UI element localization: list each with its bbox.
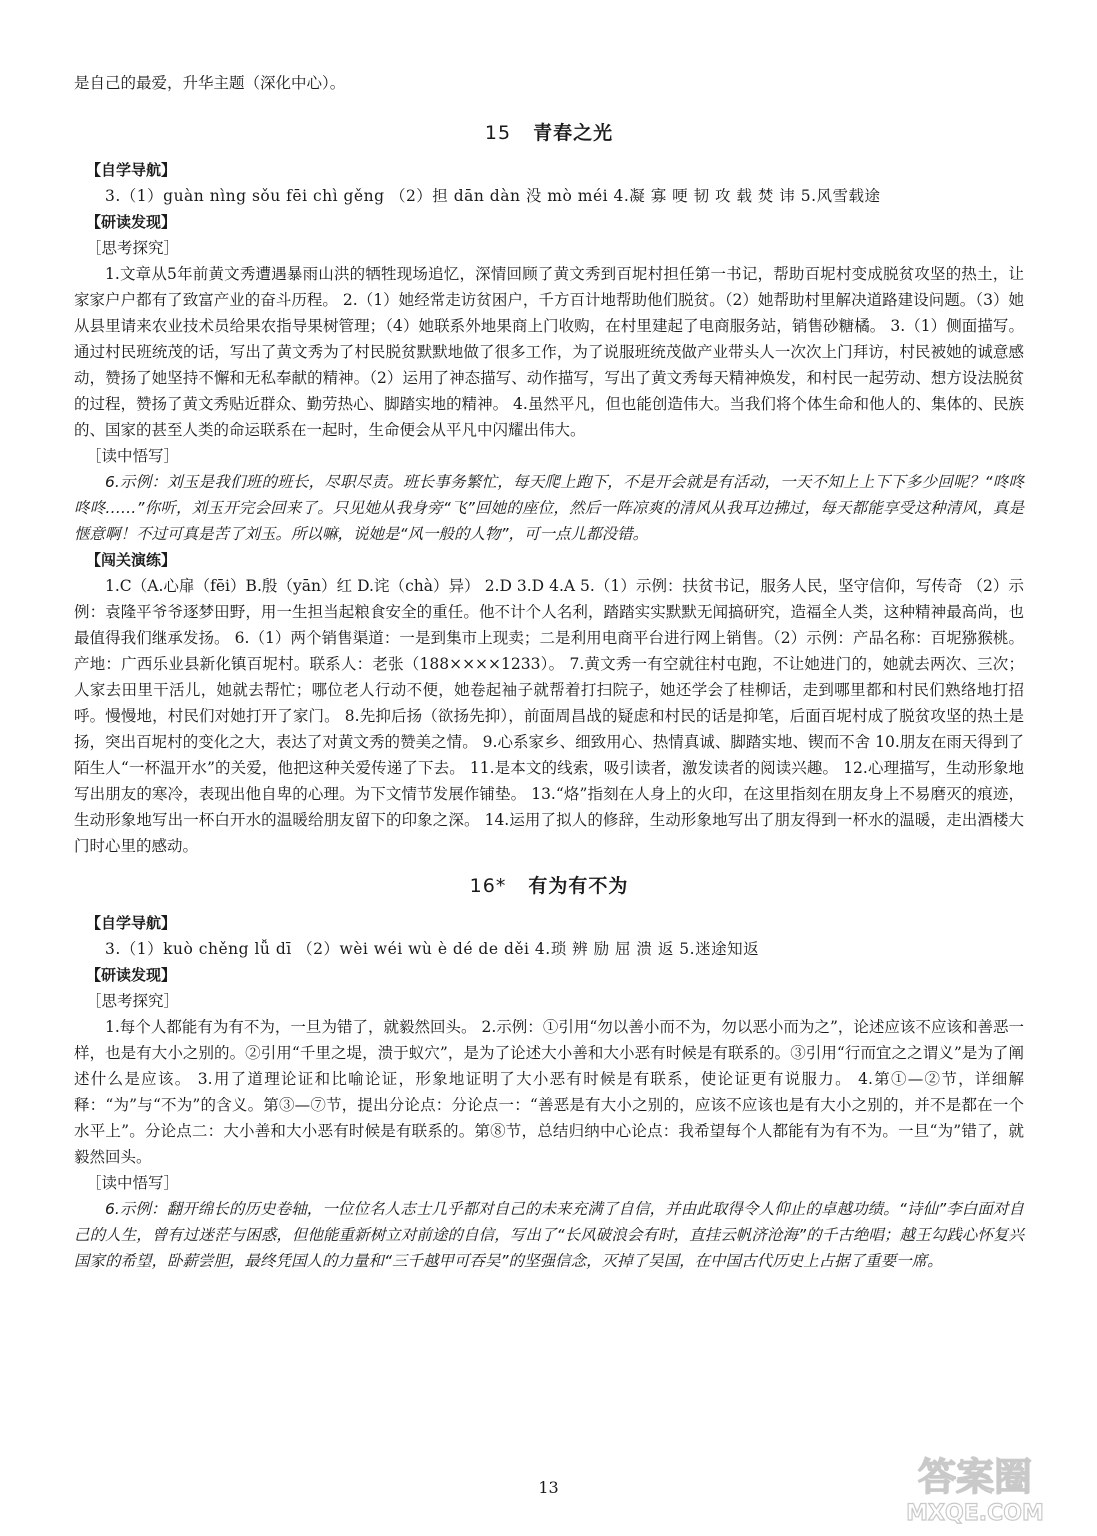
s15-research-tag: 【研读发现】 bbox=[86, 213, 177, 231]
section-16-title bbox=[74, 871, 1024, 898]
section-15-heading: 青春之光 bbox=[533, 122, 614, 144]
s16-read-tag: ［读中悟写］ bbox=[86, 1174, 180, 1192]
s15-self-study: 3.（1）guàn nìng sǒu fēi chì gěng （2）担 dān dàn 没 mò méi 4.凝 寡 哽 韧 攻 载 焚 讳 5.风雪载途 bbox=[105, 187, 881, 205]
section-16-heading: 有为有不为 bbox=[528, 875, 629, 897]
document-page bbox=[74, 70, 1024, 1274]
section-16-number: 16* bbox=[469, 875, 507, 897]
s16-think-answers: 1.每个人都能有为有不为，一旦为错了，就毅然回头。 2.示例：①引用“勿以善小而不为，勿以恶小而为之”，论述应该不应该和善恶一样，也是有大小之别的。②引用“千里之堤，溃于蚁穴”，是为了论述大小善和大小恶有时候是有联系的。③引用“行而宜之之谓义”是为了阐述什么是应该。 3.用了道理论证和比喻论证，形象地证明了大小恶有时候是有联系，使论证更有说服力。 4.第①—②节，详细解释：“为”与“不为”的含义。第③—⑦节，提出分论点：分论点一：“善恶是有大小之别的，应该不应该也是有大小之别的，并不是都在一个水平上”。分论点二：大小善和大小恶有时候是有联系的。第⑧节，总结归纳中心论点：我希望每个人都能有为有不为。一旦“为”错了，就毅然回头。 bbox=[74, 1018, 1024, 1166]
intro-text: 是自己的最爱，升华主题（深化中心）。 bbox=[74, 74, 346, 92]
section-15-title bbox=[74, 118, 1024, 145]
watermark-logo bbox=[875, 1448, 1075, 1528]
s16-think-tag: ［思考探究］ bbox=[86, 992, 180, 1010]
watermark-line1: 答案圈 bbox=[917, 1455, 1033, 1499]
s15-read-example: 6.示例：刘玉是我们班的班长，尽职尽责。班长事务繁忙，每天爬上跑下，不是开会就是有活动，一天不知上上下下多少回呢？“咚咚咚咚……”你听，刘玉开完会回来了。只见她从我身旁“飞”回她的座位，然后一阵凉爽的清风从我耳边拂过，每天都能享受这种清风，真是惬意啊！不过可真是苦了刘玉。所以嘛，说她是“风一般的人物”，可一点儿都没错。 bbox=[74, 473, 1024, 543]
s15-read-tag: ［读中悟写］ bbox=[86, 447, 180, 465]
s16-self-study-tag: 【自学导航】 bbox=[86, 914, 177, 932]
section-15-number: 15 bbox=[484, 122, 512, 144]
s16-research-tag: 【研读发现】 bbox=[86, 966, 177, 984]
page-number: 13 bbox=[538, 1478, 559, 1497]
s15-practice-tag: 【闯关演练】 bbox=[86, 551, 177, 569]
s15-think-tag: ［思考探究］ bbox=[86, 239, 180, 257]
s15-practice-answers: 1.C（A.心扉（fēi）B.殷（yān）红 D.诧（chà）异） 2.D 3.D 4.A 5.（1）示例：扶贫书记，服务人民，坚守信仰，写传奇 （2）示例：袁隆平爷爷逐梦田野，用一生担当起粮食安全的重任。他不计个人名利，踏踏实实默默无闻搞研究，造福全人类，这种精神最高尚，也最值得我们继承发扬。 6.（1）两个销售渠道：一是到集市上现卖；二是利用电商平台进行网上销售。（2）示例：产品名称：百坭猕猴桃。产地：广西乐业县新化镇百坭村。联系人：老张（188××××1233）。 7.黄文秀一有空就往村屯跑，不让她进门的，她就去两次、三次；人家去田里干活儿，她就去帮忙；哪位老人行动不便，她卷起袖子就帮着打扫院子，她还学会了桂柳话，走到哪里都和村民们熟络地打招呼。慢慢地，村民们对她打开了家门。 8.先抑后扬（欲扬先抑），前面周昌战的疑虑和村民的话是抑笔，后面百坭村成了脱贫攻坚的热土是扬，突出百坭村的变化之大，表达了对黄文秀的赞美之情。 9.心系家乡、细致用心、热情真诚、脚踏实地、锲而不舍 10.朋友在雨天得到了陌生人“一杯温开水”的关爱，他把这种关爱传递了下去。 11.是本文的线索，吸引读者，激发读者的阅读兴趣。 12.心理描写，生动形象地写出朋友的寒冷，表现出他自卑的心理。为下文情节发展作铺垫。 13.“烙”指刻在人身上的火印，在这里指刻在朋友身上不易磨灭的痕迹，生动形象地写出一杯白开水的温暖给朋友留下的印象之深。 14.运用了拟人的修辞，生动形象地写出了朋友得到一杯水的温暖，走出酒楼大门时心里的感动。 bbox=[74, 577, 1024, 855]
watermark-line2: MXQE.COM bbox=[906, 1501, 1044, 1526]
s15-self-study-tag: 【自学导航】 bbox=[86, 161, 177, 179]
s15-think-answers: 1.文章从5年前黄文秀遭遇暴雨山洪的牺牲现场追忆，深情回顾了黄文秀到百坭村担任第一书记，帮助百坭村变成脱贫攻坚的热土，让家家户户都有了致富产业的奋斗历程。 2.（1）她经常走访贫困户，千方百计地帮助他们脱贫。（2）她帮助村里解决道路建设问题。（3）她从县里请来农业技术员给果农指导果树管理；（4）她联系外地果商上门收购，在村里建起了电商服务站，销售砂糖橘。 3.（1）侧面描写。通过村民班统茂的话，写出了黄文秀为了村民脱贫默默地做了很多工作，为了说服班统茂做产业带头人一次次上门拜访，村民被她的诚意感动，赞扬了她坚持不懈和无私奉献的精神。（2）运用了神态描写、动作描写，写出了黄文秀每天精神焕发，和村民一起劳动、想方设法脱贫的过程，赞扬了黄文秀贴近群众、勤劳热心、脚踏实地的精神。 4.虽然平凡，但也能创造伟大。当我们将个体生命和他人的、集体的、民族的、国家的甚至人类的命运联系在一起时，生命便会从平凡中闪耀出伟大。 bbox=[74, 265, 1024, 439]
s16-read-example: 6.示例：翻开绵长的历史卷轴，一位位名人志士几乎都对自己的未来充满了自信，并由此取得令人仰止的卓越功绩。“诗仙”李白面对自己的人生，曾有过迷茫与困惑，但他能重新树立对前途的自信，写出了“长风破浪会有时，直挂云帆济沧海”的千古绝唱；越王勾践心怀复兴国家的希望，卧薪尝胆，最终凭国人的力量和“三千越甲可吞吴”的坚强信念，灭掉了吴国，在中国古代历史上占据了重要一席。 bbox=[74, 1200, 1024, 1270]
s16-self-study: 3.（1）kuò chěng lǚ dī （2）wèi wéi wù è dé de děi 4.琐 辨 励 屈 溃 返 5.迷途知返 bbox=[105, 940, 760, 958]
